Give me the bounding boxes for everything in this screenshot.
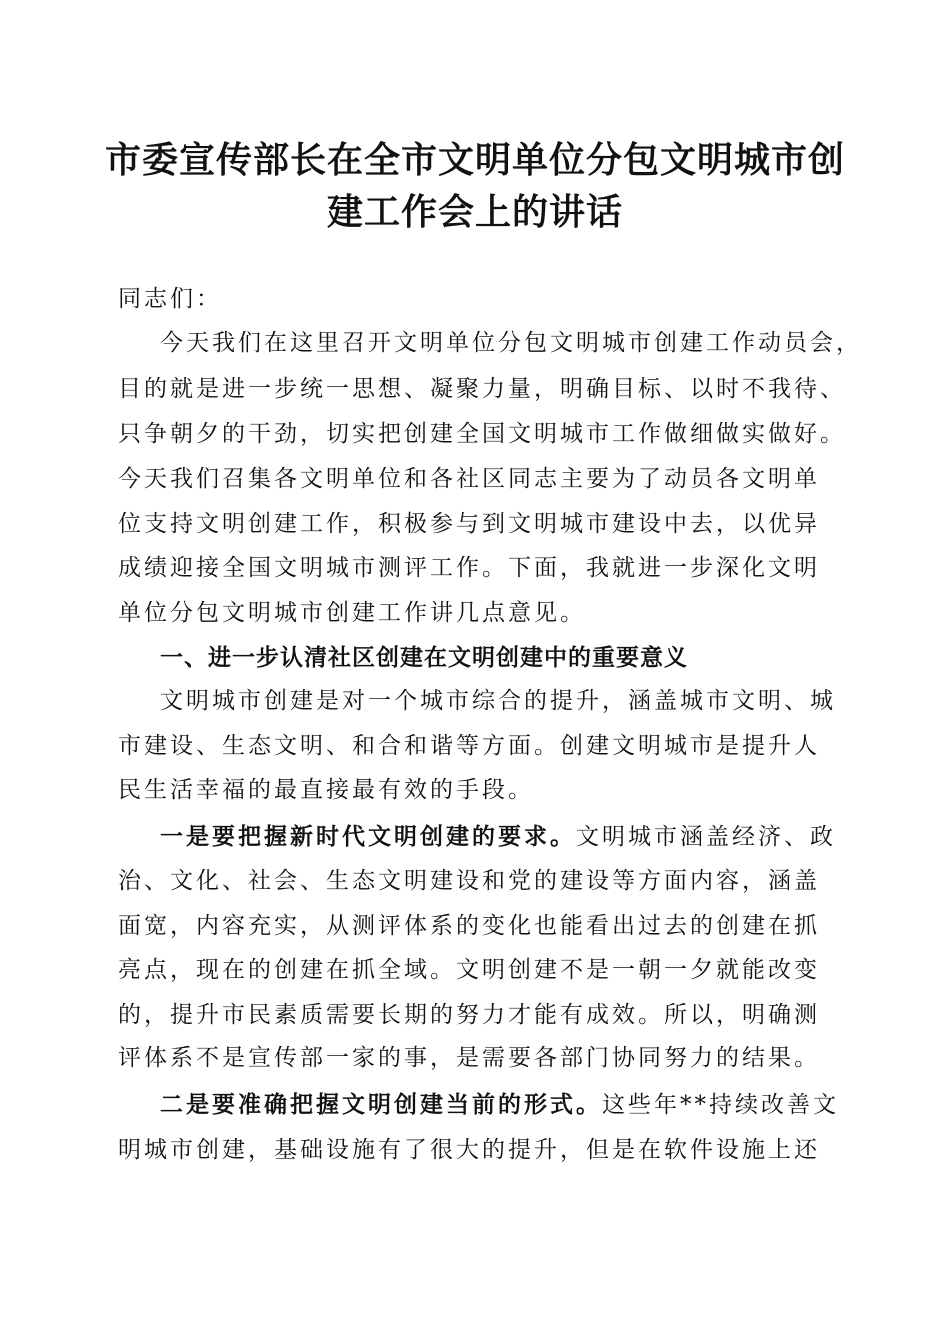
- paragraph-1-line: 只争朝夕的干劲，切实把创建全国文明城市工作做细做实做好。: [118, 421, 846, 447]
- paragraph-4-line: 明城市创建，基础设施有了很大的提升，但是在软件设施上还: [118, 1137, 820, 1163]
- document-title-line-1: 市委宣传部长在全市文明单位分包文明城市创: [104, 139, 845, 181]
- paragraph-3-line: 亮点，现在的创建在抓全域。文明创建不是一朝一夕就能改变: [118, 957, 820, 983]
- paragraph-3-line: 的，提升市民素质需要长期的努力才能有成效。所以，明确测: [118, 1002, 820, 1028]
- paragraph-1-line: 今天我们召集各文明单位和各社区同志主要为了动员各文明单: [118, 466, 820, 492]
- section-heading-1: 一、进一步认清社区创建在文明创建中的重要意义: [160, 644, 688, 671]
- paragraph-3-first-line: [160, 822, 838, 852]
- paragraph-2-line: 文明城市创建是对一个城市综合的提升，涵盖城市文明、城: [160, 688, 836, 714]
- paragraph-1-line: 今天我们在这里召开文明单位分包文明城市创建工作动员会，: [160, 330, 862, 356]
- paragraph-3-line: 面宽，内容充实，从测评体系的变化也能看出过去的创建在抓: [118, 913, 820, 939]
- paragraph-4-lead-rest: 这些年**持续改善文: [602, 1092, 839, 1118]
- document-title-line-2: 建工作会上的讲话: [326, 191, 623, 233]
- paragraph-2-line: 市建设、生态文明、和合和谐等方面。创建文明城市是提升人: [118, 733, 820, 759]
- paragraph-1-line: 目的就是进一步统一思想、凝聚力量，明确目标、以时不我待、: [118, 376, 846, 402]
- paragraph-4-lead: 二是要准确把握文明创建当前的形式。: [160, 1091, 602, 1118]
- paragraph-1-line: 位支持文明创建工作，积极参与到文明城市建设中去，以优异: [118, 511, 820, 537]
- salutation: 同志们：: [118, 286, 222, 312]
- paragraph-3-lead-rest: 文明城市涵盖经济、政: [576, 824, 836, 850]
- paragraph-3-line: 治、文化、社会、生态文明建设和党的建设等方面内容，涵盖: [118, 868, 820, 894]
- paragraph-1-line: 成绩迎接全国文明城市测评工作。下面，我就进一步深化文明: [118, 555, 820, 581]
- paragraph-4-first-line: [160, 1090, 838, 1120]
- paragraph-2-line: 民生活幸福的最直接最有效的手段。: [118, 777, 534, 803]
- paragraph-3-line: 评体系不是宣传部一家的事，是需要各部门协同努力的结果。: [118, 1045, 820, 1071]
- paragraph-1-line: 单位分包文明城市创建工作讲几点意见。: [118, 600, 586, 626]
- paragraph-3-lead: 一是要把握新时代文明创建的要求。: [160, 823, 576, 850]
